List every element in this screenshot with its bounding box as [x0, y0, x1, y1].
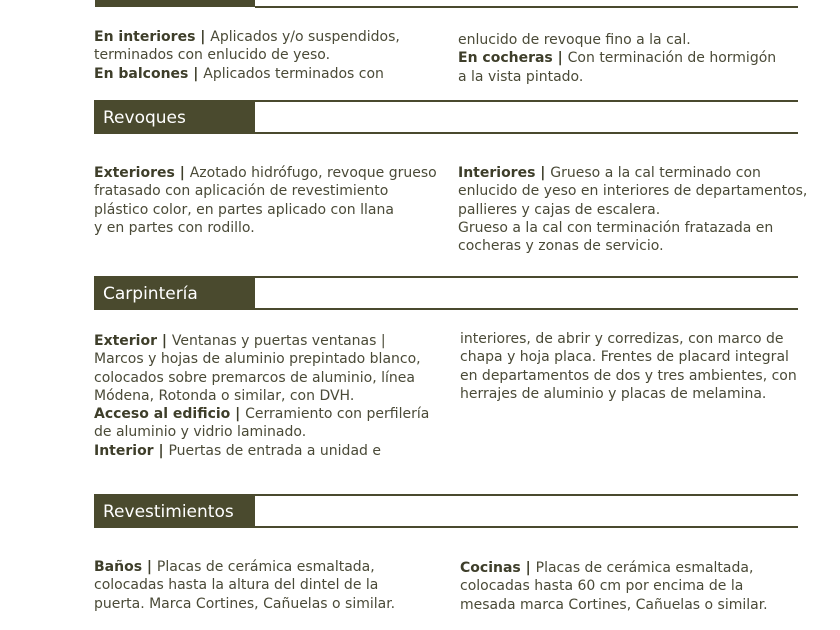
text-line [460, 577, 768, 595]
item-text: Módena, Rotonda o similar, con DVH. [94, 387, 355, 404]
text-line [94, 387, 429, 405]
text-line [94, 350, 429, 368]
item-label: Interiores [458, 165, 536, 181]
item-text: fratasado con aplicación de revestimiento [94, 183, 389, 200]
label-separator: | [552, 50, 568, 67]
section-title: Carpintería [94, 276, 255, 310]
text-line [458, 201, 807, 219]
item-text: y en partes con rodillo. [94, 219, 255, 236]
label-separator: | [142, 559, 157, 575]
section-divider [255, 132, 798, 134]
item-label: En interiores [94, 29, 196, 45]
item-text: Con terminación de hormigón [567, 50, 777, 67]
text-line [460, 367, 797, 385]
text-line [460, 559, 768, 577]
item-text: chapa y hoja placa. Frentes de placard integral [460, 349, 789, 366]
text-line [94, 576, 395, 594]
item-text: Ventanas y puertas ventanas | [171, 333, 386, 349]
item-text: Aplicados y/o suspendidos, [210, 29, 400, 45]
item-text: enlucido de revoque fino a la cal. [458, 32, 691, 48]
text-line [458, 68, 776, 86]
text-line [460, 348, 797, 366]
item-label: En cocheras [458, 50, 553, 67]
item-text: terminados con enlucido de yeso. [94, 47, 331, 64]
text-line [94, 65, 400, 83]
label-separator: | [174, 165, 190, 181]
item-text: de aluminio y vidrio laminado. [94, 424, 307, 441]
item-text: colocados sobre premarcos de aluminio, línea [94, 369, 415, 386]
section-divider [255, 276, 798, 278]
text-line [94, 405, 429, 423]
text-line [94, 558, 395, 576]
item-text: a la vista pintado. [458, 68, 584, 85]
item-text: interiores, de abrir y corredizas, con marco de [460, 331, 784, 347]
item-text: puerta. Marca Cortines, Cañuelas o similar. [94, 595, 396, 612]
text-line [94, 219, 437, 237]
text-line [460, 385, 797, 403]
item-label: Exterior [94, 333, 158, 349]
text-line [94, 423, 429, 441]
item-label: Baños [94, 559, 143, 575]
section-divider [255, 308, 798, 310]
section-divider [255, 6, 798, 8]
item-text: Azotado hidrófugo, revoque grueso [189, 165, 437, 181]
text-line [94, 332, 429, 350]
item-text: Puertas de entrada a unidad e [168, 442, 381, 459]
item-label: Cocinas [460, 560, 521, 576]
text-line [460, 330, 797, 348]
revestimientos-left-column [94, 558, 395, 613]
section-title: Revoques [94, 100, 255, 134]
item-text: Placas de cerámica esmaltada, [535, 560, 754, 576]
section-header-tab-partial [95, 0, 255, 7]
intro-left-column [94, 28, 400, 83]
revoques-right-column [458, 164, 807, 255]
label-separator: | [195, 29, 211, 45]
item-text: Grueso a la cal terminado con [550, 165, 761, 181]
section-divider [255, 526, 798, 528]
intro-right-column [458, 31, 776, 86]
revestimientos-right-column [460, 559, 768, 614]
item-text: Marcos y hojas de aluminio prepintado blanco, [94, 351, 421, 368]
item-text: pallieres y cajas de escalera. [458, 201, 661, 218]
text-line [94, 442, 429, 460]
item-text: mesada marca Cortines, Cañuelas o similar. [460, 596, 768, 613]
item-text: cocheras y zonas de servicio. [458, 238, 664, 255]
revoques-left-column [94, 164, 437, 237]
item-text: colocadas hasta 60 cm por encima de la [460, 578, 744, 595]
item-label: Acceso al edificio [94, 406, 231, 423]
section-header-revoques [94, 100, 798, 134]
text-line [458, 49, 776, 67]
text-line [458, 182, 807, 200]
carpinteria-right-column [460, 330, 797, 403]
label-separator: | [230, 406, 246, 423]
item-text: plástico color, en partes aplicado con llana [94, 201, 394, 218]
item-text: en departamentos de dos y tres ambientes, con [460, 367, 797, 384]
item-label: En balcones [94, 65, 189, 82]
text-line [94, 46, 400, 64]
item-text: Grueso a la cal con terminación fratazada en [458, 219, 774, 236]
label-separator: | [157, 333, 172, 349]
text-line [94, 201, 437, 219]
item-text: Placas de cerámica esmaltada, [156, 559, 375, 575]
label-separator: | [188, 65, 204, 82]
section-divider [255, 100, 798, 102]
text-line [458, 164, 807, 182]
section-header-carpinteria [94, 276, 798, 310]
text-line [458, 219, 807, 237]
text-line [94, 595, 395, 613]
text-line [94, 182, 437, 200]
text-line [94, 28, 400, 46]
label-separator: | [153, 442, 169, 459]
text-line [460, 596, 768, 614]
label-separator: | [535, 165, 551, 181]
item-text: Cerramiento con perfilería [245, 406, 430, 423]
text-line [458, 237, 807, 255]
text-line [94, 369, 429, 387]
section-title: Revestimientos [94, 494, 255, 528]
item-text: herrajes de aluminio y placas de melamina. [460, 385, 767, 402]
section-divider [255, 494, 798, 496]
item-text: Aplicados terminados con [203, 65, 384, 82]
item-label: Interior [94, 442, 154, 459]
item-text: enlucido de yeso en interiores de departamentos, [458, 183, 808, 200]
carpinteria-left-column [94, 332, 429, 460]
text-line [94, 164, 437, 182]
section-header-revestimientos [94, 494, 798, 528]
item-text: colocadas hasta la altura del dintel de la [94, 577, 379, 594]
text-line [458, 31, 776, 49]
label-separator: | [520, 560, 536, 576]
item-label: Exteriores [94, 165, 175, 181]
